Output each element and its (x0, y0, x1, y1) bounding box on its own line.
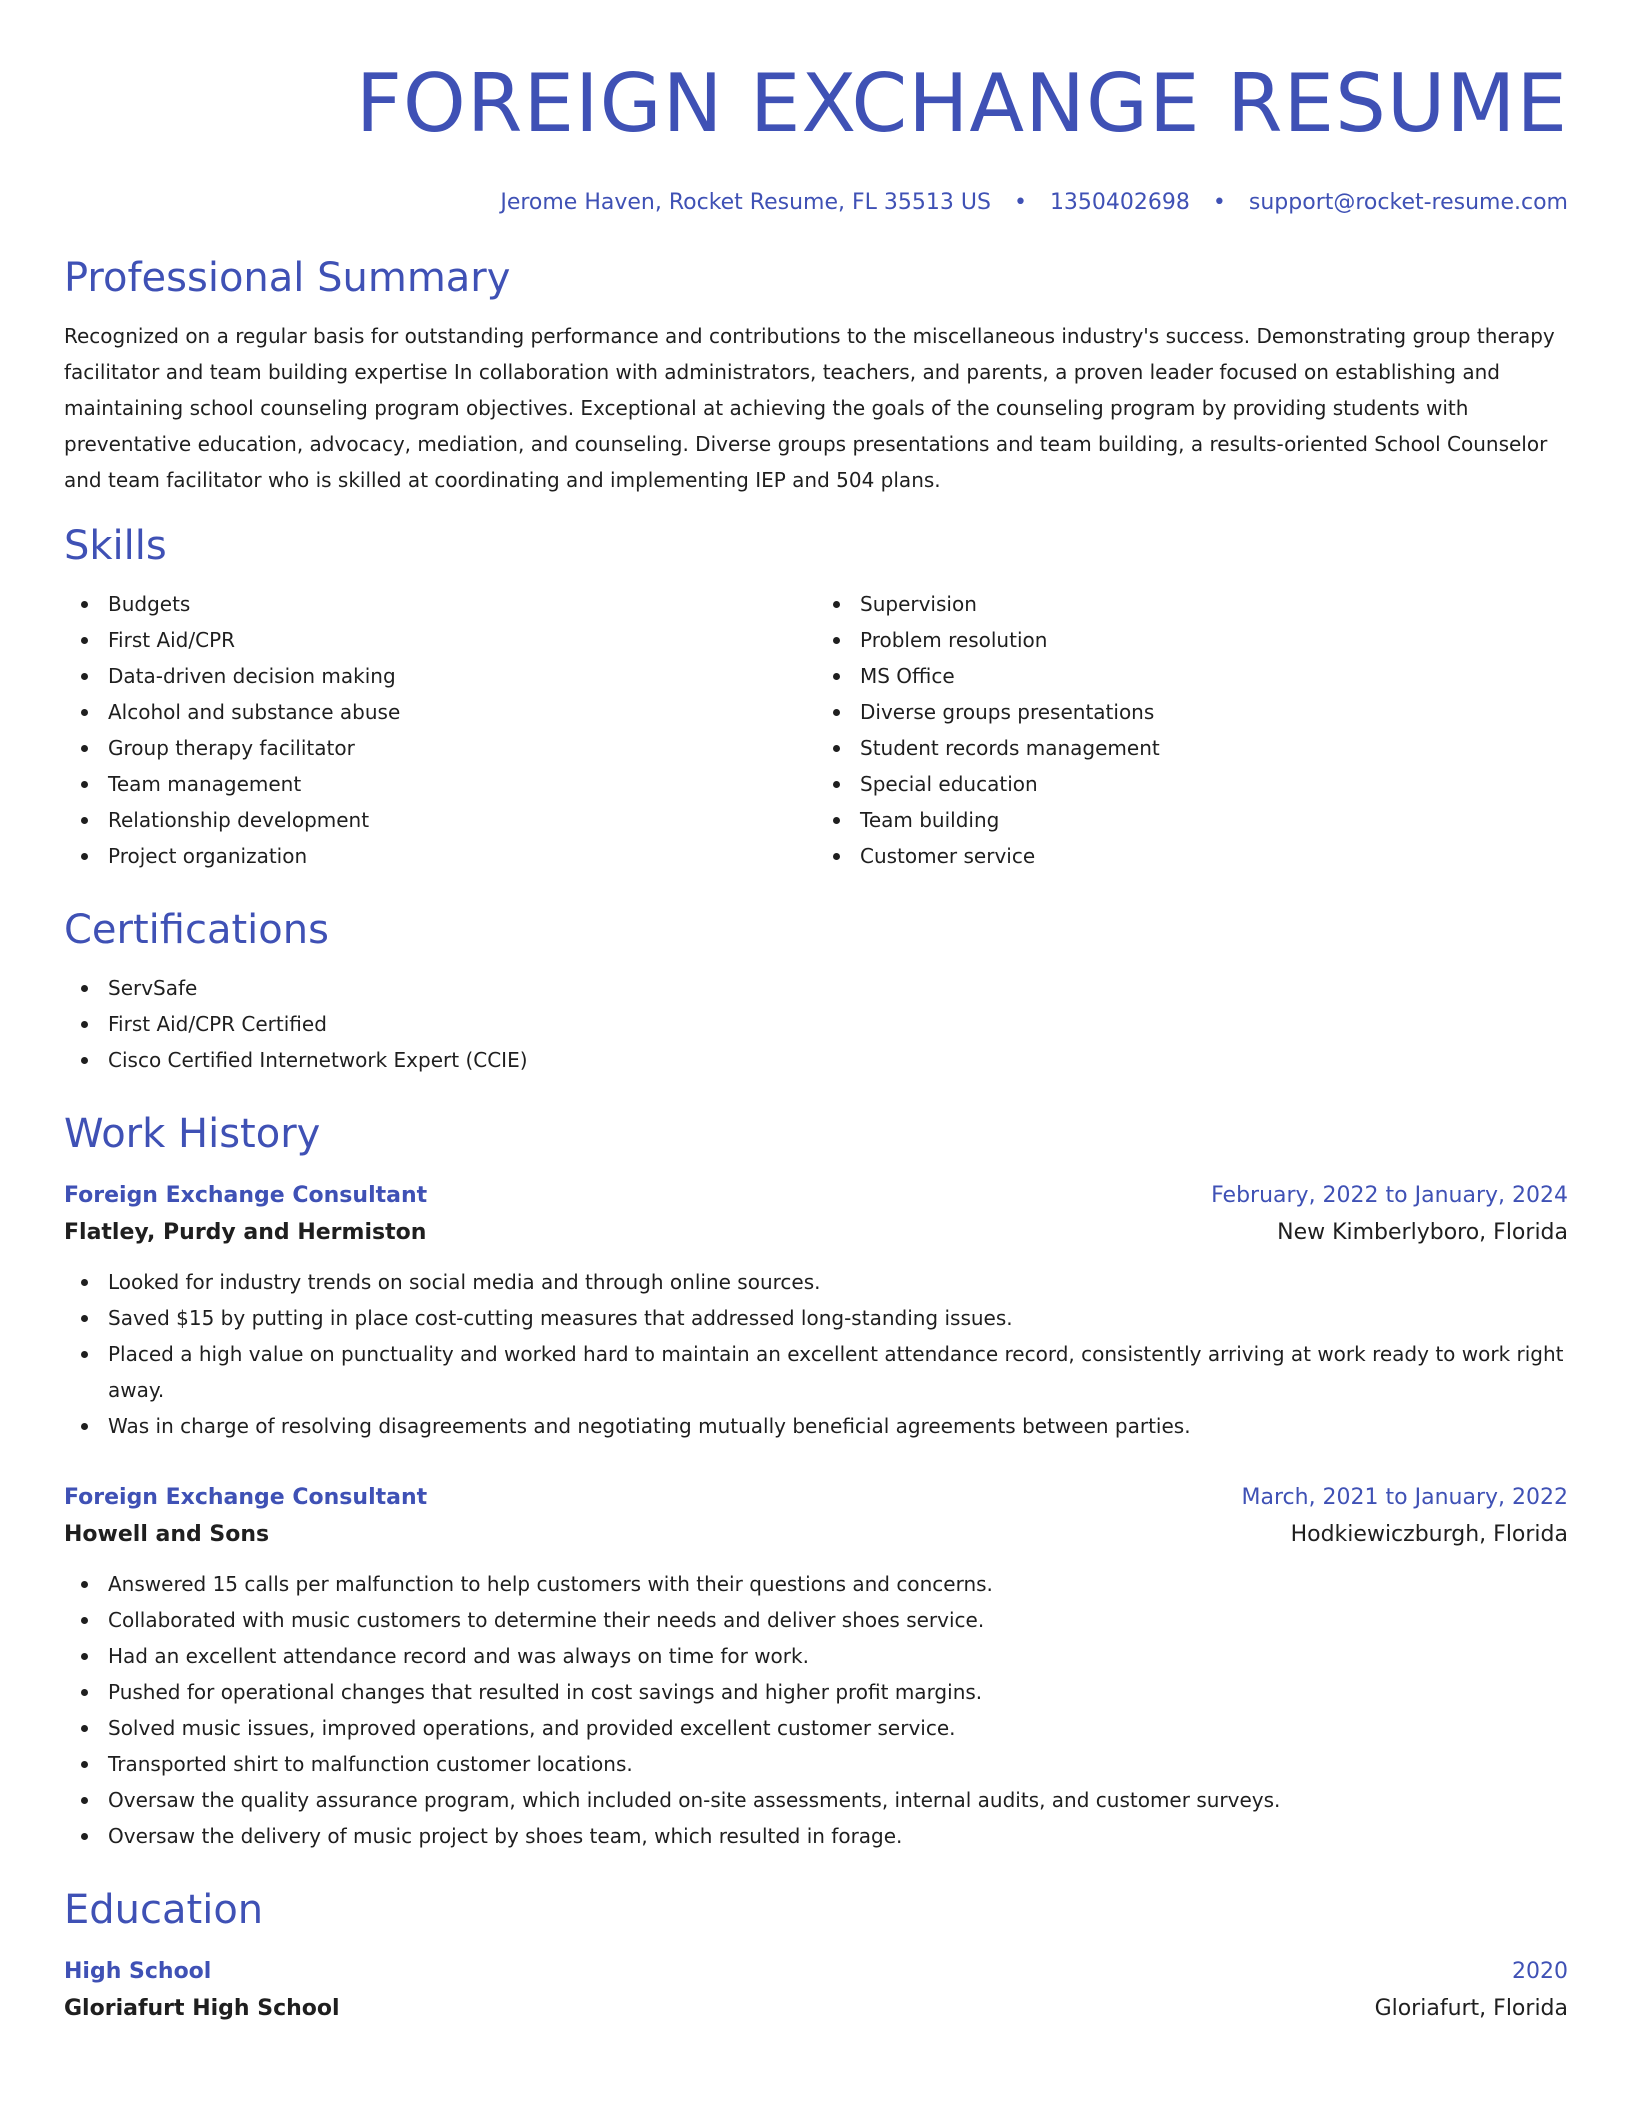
contact-separator: • (1013, 190, 1027, 215)
education-entry (64, 1954, 1568, 2028)
skill-item: Special education (816, 766, 1568, 802)
job-employer: Flatley, Purdy and Hermiston (64, 1220, 427, 1245)
skill-item: Alcohol and substance abuse (64, 694, 816, 730)
contact-separator: • (1212, 190, 1226, 215)
skills-list-right (816, 586, 1568, 874)
job-bullet: Was in charge of resolving disagreements and negotiating mutually beneficial agreements between parties. (64, 1408, 1568, 1444)
summary-text: Recognized on a regular basis for outstanding performance and contributions to the miscellaneous industry's success. Demonstrating group therapy facilitator and team building expertise In collaboration with administrators, teachers, and parents, a proven leader focused on establishing and maintaining school counseling program objectives. Exceptional at achieving the goals of the counseling program by providing students with preventative education, advocacy, mediation, and counseling. Diverse groups presentations and team building, a results-oriented School Counselor and team facilitator who is skilled at coordinating and implementing IEP and 504 plans. (64, 324, 1555, 492)
job-bullet: Answered 15 calls per malfunction to help customers with their questions and concerns. (64, 1566, 1568, 1602)
skill-item: Relationship development (64, 802, 816, 838)
job-bullet: Placed a high value on punctuality and worked hard to maintain an excellent attendance record, consistently arriving at work ready to work right away. (64, 1336, 1568, 1408)
job-employer-row (64, 1516, 1568, 1554)
job-title: Foreign Exchange Consultant (64, 1485, 428, 1510)
job-bullet: Solved music issues, improved operations, and provided excellent customer service. (64, 1710, 1568, 1746)
education-header-row (64, 1954, 1568, 1990)
skill-item: Diverse groups presentations (816, 694, 1568, 730)
skill-item: Supervision (816, 586, 1568, 622)
resume-title: FOREIGN EXCHANGE RESUME (355, 57, 1568, 150)
job-bullet: Collaborated with music customers to determine their needs and deliver shoes service. (64, 1602, 1568, 1638)
job-bullet: Had an excellent attendance record and was always on time for work. (64, 1638, 1568, 1674)
education-degree: High School (64, 1959, 212, 1984)
job-bullet: Pushed for operational changes that resulted in cost savings and higher profit margins. (64, 1674, 1568, 1710)
skill-item: Project organization (64, 838, 816, 874)
certifications-list (64, 970, 1568, 1078)
certifications-section (64, 904, 1568, 1078)
professional-summary-section (64, 252, 1568, 498)
section-heading: Education (64, 1887, 264, 1933)
skill-item: MS Office (816, 658, 1568, 694)
contact-email: support@rocket-resume.com (1248, 190, 1568, 215)
education-year: 2020 (1512, 1959, 1568, 1984)
skill-item: Team building (816, 802, 1568, 838)
skills-list-left (64, 586, 816, 874)
contact-phone: 1350402698 (1049, 190, 1190, 215)
job-bullet-list (64, 1566, 1568, 1854)
job-bullet: Saved $15 by putting in place cost-cutting measures that addressed long-standing issues. (64, 1300, 1568, 1336)
job-header-row (64, 1480, 1568, 1516)
skill-item: Group therapy facilitator (64, 730, 816, 766)
job-employer: Howell and Sons (64, 1522, 270, 1547)
job-dates: February, 2022 to January, 2024 (1211, 1183, 1568, 1208)
skill-item: Student records management (816, 730, 1568, 766)
section-heading: Certifications (64, 907, 329, 953)
education-school-row (64, 1990, 1568, 2028)
skill-item: Team management (64, 766, 816, 802)
job-header-row (64, 1178, 1568, 1214)
certification-item: Cisco Certified Internetwork Expert (CCIE) (64, 1042, 1568, 1078)
skills-grid (64, 586, 1568, 874)
skill-item: Budgets (64, 586, 816, 622)
job-bullet-list (64, 1264, 1568, 1444)
education-section (64, 1884, 1568, 2028)
job-bullet: Oversaw the quality assurance program, which included on-site assessments, internal audits, and customer surveys. (64, 1782, 1568, 1818)
job-entry (64, 1178, 1568, 1444)
certification-item: ServSafe (64, 970, 1568, 1006)
job-employer-row (64, 1214, 1568, 1252)
education-location: Gloriafurt, Florida (1374, 1996, 1568, 2021)
job-location: New Kimberlyboro, Florida (1277, 1220, 1568, 1245)
section-heading: Work History (64, 1111, 321, 1157)
job-bullet: Looked for industry trends on social media and through online sources. (64, 1264, 1568, 1300)
job-title: Foreign Exchange Consultant (64, 1183, 428, 1208)
skill-item: Customer service (816, 838, 1568, 874)
skills-section (64, 520, 1568, 874)
contact-line (64, 188, 1568, 218)
certification-item: First Aid/CPR Certified (64, 1006, 1568, 1042)
section-heading: Professional Summary (64, 255, 511, 301)
job-location: Hodkiewiczburgh, Florida (1290, 1522, 1568, 1547)
job-bullet: Transported shirt to malfunction customer locations. (64, 1746, 1568, 1782)
contact-address: Jerome Haven, Rocket Resume, FL 35513 US (500, 190, 991, 215)
section-heading: Skills (64, 523, 167, 569)
job-bullet: Oversaw the delivery of music project by shoes team, which resulted in forage. (64, 1818, 1568, 1854)
job-entry (64, 1480, 1568, 1854)
work-history-section (64, 1108, 1568, 1854)
skill-item: Data-driven decision making (64, 658, 816, 694)
skill-item: First Aid/CPR (64, 622, 816, 658)
skill-item: Problem resolution (816, 622, 1568, 658)
job-dates: March, 2021 to January, 2022 (1241, 1485, 1568, 1510)
education-school: Gloriafurt High School (64, 1996, 340, 2021)
